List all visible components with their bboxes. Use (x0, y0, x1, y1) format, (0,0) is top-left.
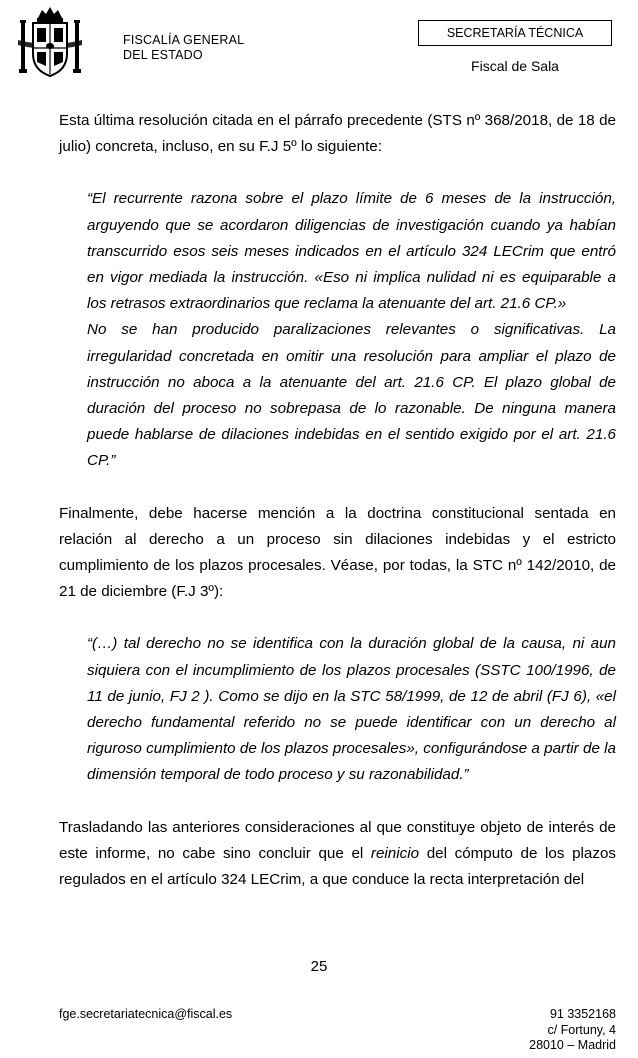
footer-city: 28010 – Madrid (529, 1038, 616, 1052)
organization-name-line2: DEL ESTADO (123, 48, 203, 62)
organization-name-line1: FISCALÍA GENERAL (123, 33, 245, 47)
paragraph-3 (59, 815, 616, 894)
header-subtitle: Fiscal de Sala (471, 58, 559, 74)
paragraph-1: Esta última resolución citada en el párrafo precedente (STS nº 368/2018, de 18 de julio) concreta, incluso, en su F.J 5º lo siguiente: (59, 112, 616, 156)
paragraph-3-start: Trasladando las anteriores consideraciones al que constituye objeto de interés de este informe, no cabe sino concluir que el (59, 818, 616, 862)
quote-1-part-b: No se han producido paralizaciones relevantes o significativas. La irregularidad concretada en omitir una resolución para ampliar el plazo de instrucción no aboca a la atenuante del art. 21.6 CP. El plazo global de duración del proceso no sobrepasa de lo razonable. De ninguna manera puede hablarse de dilaciones indebidas en el sentido exigido por el art. 21.6 CP.” (87, 321, 616, 470)
spain-coat-of-arms-icon (16, 4, 84, 80)
paragraph-3-emphasis: reinicio (370, 844, 420, 862)
page-number: 25 (310, 958, 328, 975)
paragraph-2: Finalmente, debe hacerse mención a la doctrina constitucional sentada en relación al derecho a un proceso sin dilaciones indebidas y el estricto cumplimiento de los plazos procesales. Véase, por todas, la STC nº 142/2010, de 21 de diciembre (F.J 3º): (59, 504, 616, 601)
quote-block-1 (87, 186, 616, 474)
department-box: SECRETARÍA TÉCNICA (418, 20, 612, 46)
quote-1-part-a: “El recurrente razona sobre el plazo límite de 6 meses de la instrucción, arguyendo que se acordaron diligencias de investigación cuando ya habían transcurrido esos seis meses indicados en el artículo 324 LECrim que entró en vigor mediada la instrucción. «Eso ni implica nulidad ni es equiparable a los retrasos extraordinarios que reclama la atenuante del art. 21.6 CP.» (87, 190, 616, 313)
footer-phone: 91 3352168 (549, 1007, 616, 1021)
paragraph-3-end: del cómputo de los plazos regulados en el artículo 324 LECrim, a que conduce la recta interpretación del (59, 844, 616, 889)
document-body (59, 108, 616, 893)
footer-email: fge.secretariatecnica@fiscal.es (59, 1007, 233, 1021)
quote-2: “(…) tal derecho no se identifica con la duración global de la causa, ni aun siquiera con el incumplimiento de los plazos procesales (SSTC 100/1996, de 11 de junio, FJ 2 ). Como se dijo en la STC 58/1999, de 12 de abril (FJ 6), «el derecho fundamental referido no se puede identificar con un derecho al riguroso cumplimiento de los plazos procesales», configurándose a partir de la dimensión temporal de todo proceso y su razonabilidad.” (87, 635, 616, 784)
footer-street: c/ Fortuny, 4 (547, 1022, 616, 1037)
footer-address (529, 1007, 616, 1054)
quote-block-2 (87, 631, 616, 788)
organization-name (123, 33, 244, 63)
